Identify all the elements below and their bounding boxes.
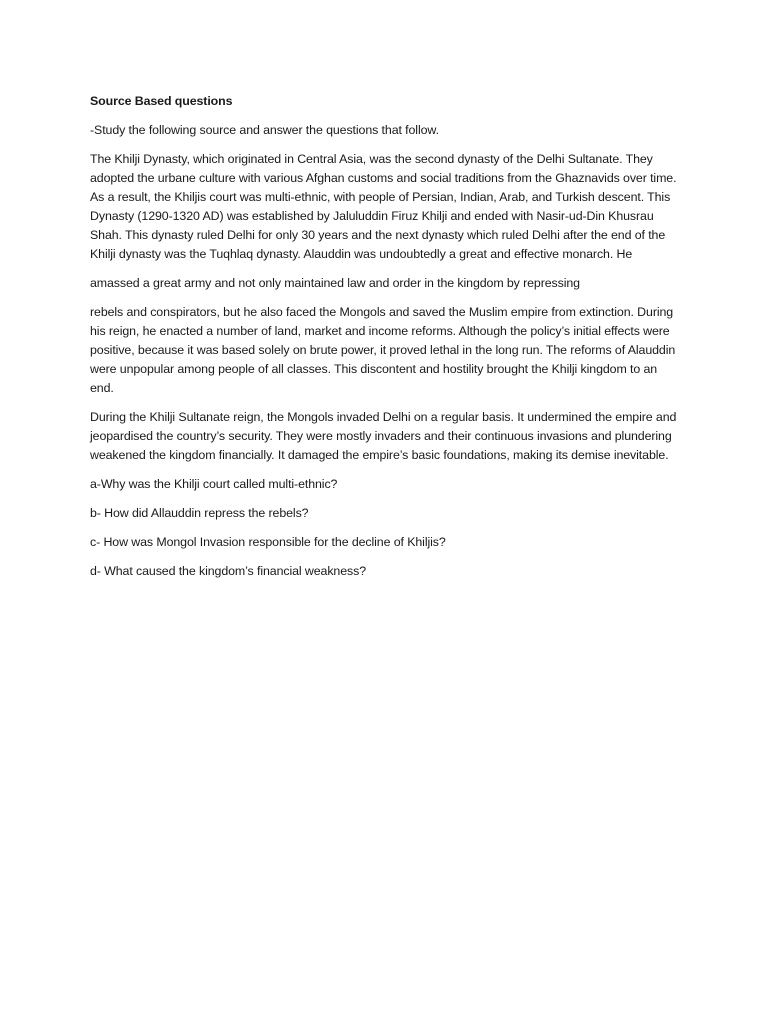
document-heading: Source Based questions <box>90 94 233 108</box>
document-page <box>90 92 682 591</box>
source-paragraph-3: rebels and conspirators, but he also faced the Mongols and saved the Muslim empire from extinction. During his reign, he enacted a number of land, market and income reforms. Although the policy’s initial effects were positive, because it was based solely on brute power, it proved lethal in the long run. The reforms of Alauddin were unpopular among people of all classes. This discontent and hostility brought the Khilji kingdom to an end. <box>90 305 676 395</box>
instruction-text: -Study the following source and answer the questions that follow. <box>90 123 439 137</box>
question-d: d- What caused the kingdom’s financial weakness? <box>90 564 366 578</box>
source-paragraph-4: During the Khilji Sultanate reign, the Mongols invaded Delhi on a regular basis. It undermined the empire and jeopardised the country’s security. They were mostly invaders and their continuous invasions and plundering weakened the kingdom financially. It damaged the empire’s basic foundations, making its demise inevitable. <box>90 410 677 462</box>
question-b: b- How did Allauddin repress the rebels? <box>90 506 309 520</box>
question-a: a-Why was the Khilji court called multi-ethnic? <box>90 477 338 491</box>
source-paragraph-1: The Khilji Dynasty, which originated in Central Asia, was the second dynasty of the Delhi Sultanate. They adopted the urbane culture with various Afghan customs and social traditions from the Ghaznavids over time. As a result, the Khiljis court was multi-ethnic, with people of Persian, Indian, Arab, and Turkish descent. This Dynasty (1290-1320 AD) was established by Jaluluddin Firuz Khilji and ended with Nasir-ud-Din Khusrau Shah. This dynasty ruled Delhi for only 30 years and the next dynasty which ruled Delhi after the end of the Khilji dynasty was the Tuqhlaq dynasty. Alauddin was undoubtedly a great and effective monarch. He <box>90 152 677 261</box>
source-paragraph-2: amassed a great army and not only maintained law and order in the kingdom by repressing <box>90 276 580 290</box>
question-c: c- How was Mongol Invasion responsible for the decline of Khiljis? <box>90 535 446 549</box>
